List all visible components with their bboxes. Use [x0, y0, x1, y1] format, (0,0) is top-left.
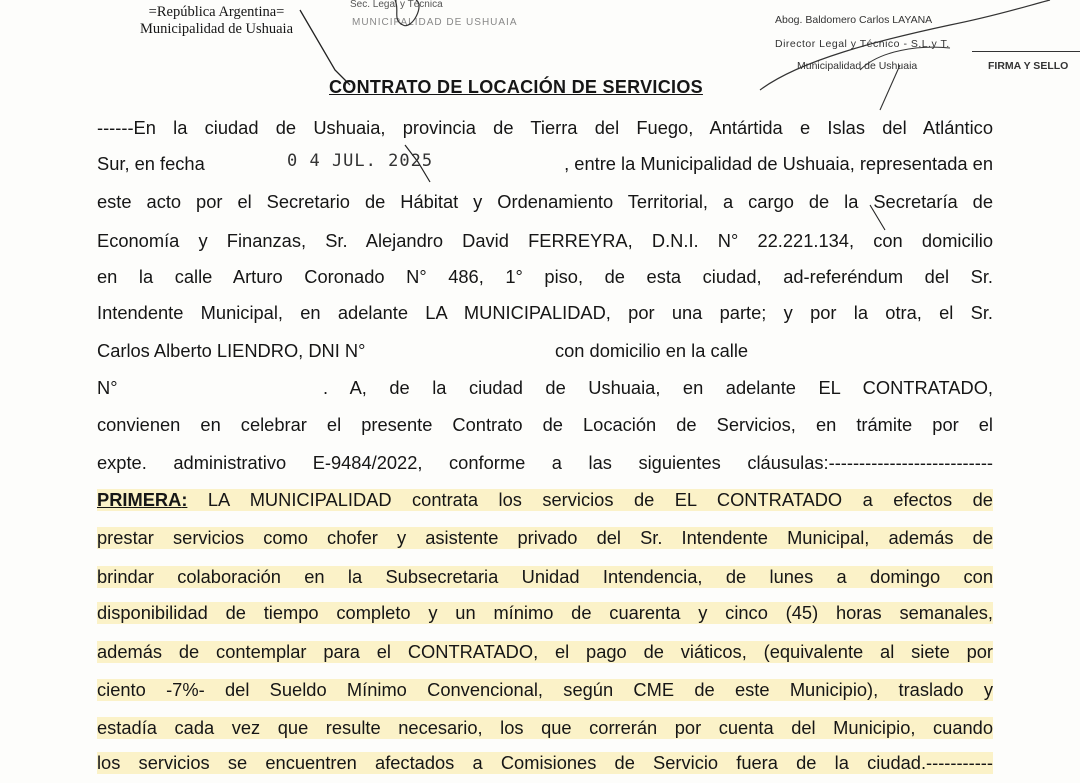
address-tail: . A, de la ciudad de Ushuaia, en adelante EL CONTRATADO,	[323, 377, 993, 398]
paragraph-line: Economía y Finanzas, Sr. Alejandro David FERREYRA, D.N.I. N° 22.221.134, con domicilio	[97, 230, 993, 251]
clause-line: los servicios se encuentren afectados a Comisiones de Servicio fuera de la ciudad.-----------	[97, 752, 993, 773]
signer-municipality: Municipalidad de Ushuaia	[797, 60, 918, 72]
paragraph-line	[97, 153, 993, 175]
paragraph-line: convienen en celebrar el presente Contrato de Locación de Servicios, en trámite por el	[97, 414, 993, 435]
date-tail: , entre la Municipalidad de Ushuaia, representada en	[564, 153, 993, 174]
clause-line: ciento -7%- del Sueldo Mínimo Convencional, según CME de este Municipio), traslado y	[97, 679, 993, 700]
paragraph-line: Intendente Municipal, en adelante LA MUNICIPALIDAD, por una parte; y por la otra, el Sr.	[97, 302, 993, 323]
republic-line: =República Argentina=	[148, 4, 285, 20]
date-label: Sur, en fecha	[97, 153, 205, 174]
clause-primera-label: PRIMERA	[97, 489, 182, 510]
clause-line: además de contemplar para el CONTRATADO, el pago de viáticos, (equivalente al siete por	[97, 641, 993, 662]
stamp-line-1: Sec. Legal y Técnica	[350, 0, 443, 10]
signer-role: Director Legal y Técnico - S.L.y T.	[775, 38, 950, 50]
paragraph-line: expte. administrativo E-9484/2022, conforme a las siguientes cláusulas:---------------------------	[97, 452, 993, 473]
paragraph-line: este acto por el Secretario de Hábitat y Ordenamiento Territorial, a cargo de la Secretaría de	[97, 191, 993, 212]
clause-text: LA MUNICIPALIDAD contrata los servicios de EL CONTRATADO a efectos de	[207, 489, 993, 510]
clause-line: brindar colaboración en la Subsecretaria Unidad Intendencia, de lunes a domingo con	[97, 566, 993, 587]
municipality-header	[140, 4, 293, 38]
municipality-line: Municipalidad de Ushuaia	[140, 21, 294, 37]
clause-line: estadía cada vez que resulte necesario, los que correrán por cuenta del Municipio, cuando	[97, 717, 993, 738]
contractor-name: Carlos Alberto LIENDRO, DNI N°	[97, 340, 366, 361]
paragraph-line: en la calle Arturo Coronado N° 486, 1° piso, de esta ciudad, ad-referéndum del Sr.	[97, 266, 993, 287]
stamp-line-2: MUNICIPALIDAD DE USHUAIA	[352, 17, 518, 28]
paragraph-line	[97, 377, 993, 399]
signature-line	[972, 51, 1080, 52]
clause-line: prestar servicios como chofer y asistente privado del Sr. Intendente Municipal, además de	[97, 527, 993, 548]
clause-colon: :	[181, 489, 188, 510]
document-title: CONTRATO DE LOCACIÓN DE SERVICIOS	[329, 77, 703, 97]
number-label: N°	[97, 377, 118, 398]
clause-line	[97, 489, 993, 511]
paragraph-line: ------En la ciudad de Ushuaia, provincia de Tierra del Fuego, Antártida e Islas del Atlántico	[97, 117, 993, 138]
paragraph-line	[97, 340, 993, 362]
address-label: con domicilio en la calle	[555, 340, 749, 361]
signer-name: Abog. Baldomero Carlos LAYANA	[775, 14, 933, 26]
firma-y-sello: FIRMA Y SELLO	[988, 60, 1069, 72]
clause-line: disponibilidad de tiempo completo y un mínimo de cuarenta y cinco (45) horas semanales,	[97, 602, 993, 623]
date-stamp: 0 4 JUL. 2025	[287, 151, 434, 171]
